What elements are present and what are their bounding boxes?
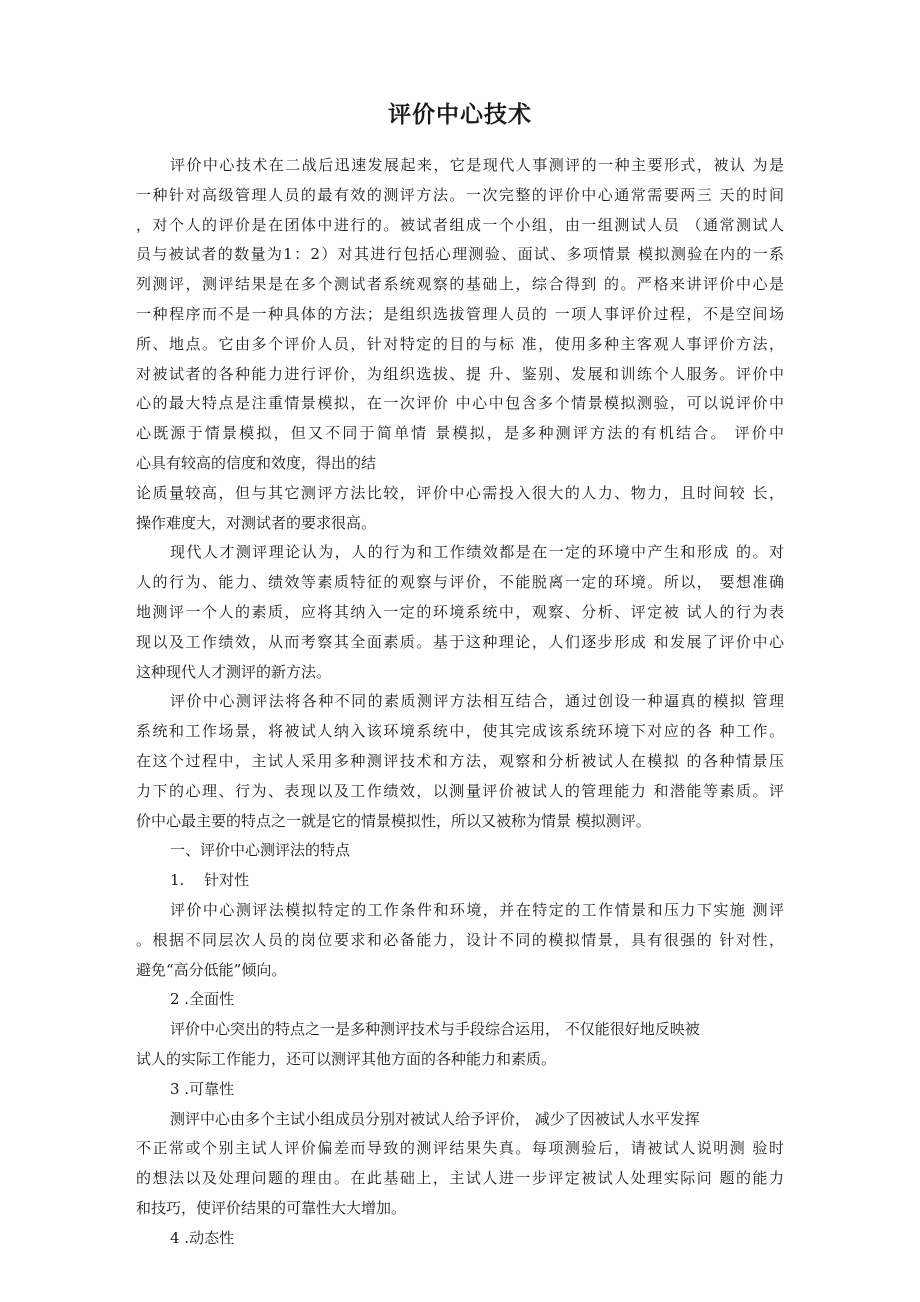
section-heading: 一、评价中心测评法的特点 <box>170 841 351 860</box>
text-line: 这种现代人才测评的新方法。 <box>136 662 332 681</box>
text-line: 现以及工作绩效，从而考察其全面素质。基于这种理论，人们逐步形成 和发展了评价中心 <box>136 632 784 651</box>
document-title: 评价中心技术 <box>388 102 532 128</box>
text-line: 论质量较高，但与其它测评方法比较，评价中心需投入很大的人力、物力，且时间较 长， <box>136 483 784 502</box>
text-line: 心既源于情景模拟，但又不同于简单情 景模拟，是多种测评方法的有机结合。 评价中 <box>136 424 784 443</box>
subsection-heading: 3 .可靠性 <box>170 1079 235 1098</box>
text-line: 心的最大特点是注重情景模拟，在一次评价 中心中包含多个情景模拟测验，可以说评价中 <box>136 394 784 413</box>
text-line: 避免“高分低能”倾向。 <box>136 960 287 979</box>
text-line: 员与被试者的数量为1：2）对其进行包括心理测验、面试、多项情景 模拟测验在内的一系 <box>136 245 784 264</box>
text-line: 操作难度大，对测试者的要求很高。 <box>136 513 377 532</box>
text-line: 地测评一个人的素质，应将其纳入一定的环境系统中，观察、分析、评定被 试人的行为表 <box>136 602 784 621</box>
text-line: 评价中心测评法将各种不同的素质测评方法相互结合，通过创设一种逼真的模拟 管理 <box>170 692 784 711</box>
text-line: 力下的心理、行为、表现以及工作绩效，以测量评价被试人的管理能力 和潜能等素质。评 <box>136 781 784 800</box>
text-line: 的想法以及处理问题的理由。在此基础上，主试人进一步评定被试人处理实际问 题的能力 <box>136 1169 784 1188</box>
text-line: 试人的实际工作能力，还可以测评其他方面的各种能力和素质。 <box>136 1049 557 1068</box>
subsection-heading: 2 .全面性 <box>170 990 235 1009</box>
text-line: 测评中心由多个主试小组成员分别对被试人给予评价， 减少了因被试人水平发挥 <box>170 1109 700 1128</box>
text-line: 一种程序而不是一种具体的方法；是组织选拔管理人员的 一项人事评价过程，不是空间场 <box>136 304 784 323</box>
text-line: 。根据不同层次人员的岗位要求和必备能力，设计不同的模拟情景，具有很强的 针对性， <box>136 930 784 949</box>
text-line: 一种针对高级管理人员的最有效的测评方法。一次完整的评价中心通常需要两三 天的时间 <box>136 185 784 204</box>
text-line: 对被试者的各种能力进行评价，为组织选拔、提 升、鉴别、发展和训练个人服务。评价中 <box>136 364 784 383</box>
text-line: 价中心最主要的特点之一就是它的情景模拟性，所以又被称为情景 模拟测评。 <box>136 811 651 830</box>
text-line: 列测评，测评结果是在多个测试者系统观察的基础上，综合得到 的。严格来讲评价中心是 <box>136 275 784 294</box>
text-line: 现代人才测评理论认为，人的行为和工作绩效都是在一定的环境中产生和形成 的。对 <box>170 543 784 562</box>
subsection-heading: 1. 针对性 <box>170 871 250 890</box>
text-line: 评价中心突出的特点之一是多种测评技术与手段综合运用， 不仅能很好地反映被 <box>170 1020 700 1039</box>
text-line: 人的行为、能力、绩效等素质特征的观察与评价，不能脱离一定的环境。所以， 要想准确 <box>136 573 784 592</box>
text-line: 在这个过程中，主试人采用多种测评技术和方法，观察和分析被试人在模拟 的各种情景压 <box>136 751 784 770</box>
text-line: ，对个人的评价是在团体中进行的。被试者组成一个小组，由一组测试人员 （通常测试人 <box>136 215 784 234</box>
text-line: 不正常或个别主试人评价偏差而导致的测评结果失真。每项测验后，请被试人说明测 验时 <box>136 1139 784 1158</box>
subsection-heading: 4 .动态性 <box>170 1228 235 1247</box>
text-line: 评价中心技术在二战后迅速发展起来，它是现代人事测评的一种主要形式，被认 为是 <box>170 156 784 174</box>
document-body <box>136 151 784 1253</box>
text-line: 和技巧，使评价结果的可靠性大大增加。 <box>136 1198 407 1217</box>
text-line: 所、地点。它由多个评价人员，针对特定的目的与标 准，使用多种主客观人事评价方法， <box>136 334 784 353</box>
text-line: 心具有较高的信度和效度，得出的结 <box>136 453 377 472</box>
text-line: 系统和工作场景，将被试人纳入该环境系统中，使其完成该系统环境下对应的各 种工作。 <box>136 722 784 741</box>
text-line: 评价中心测评法模拟特定的工作条件和环境，并在特定的工作情景和压力下实施 测评 <box>170 900 784 919</box>
